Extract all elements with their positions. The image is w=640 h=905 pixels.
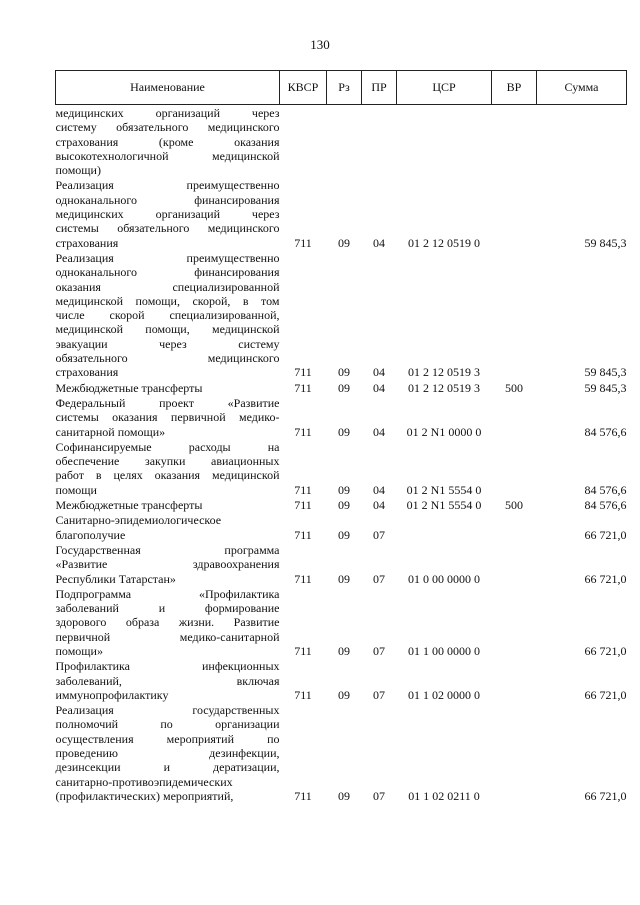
- rz-cell: 09: [338, 788, 350, 803]
- rz-cell: 09: [338, 643, 350, 658]
- csr-cell: 01 2 12 0519 3: [408, 380, 480, 395]
- name-line: Профилактика инфекционных: [55, 659, 280, 674]
- name-line: санитарной помощи»: [55, 424, 166, 439]
- name-cell: [56, 105, 280, 178]
- name-line: оказания специализированной: [55, 279, 280, 294]
- name-line: Реализация преимущественно: [55, 178, 280, 193]
- header-sum: Сумма: [537, 71, 627, 105]
- table-body: [56, 105, 627, 804]
- name-line: дезинсекции и дератизации,: [55, 760, 280, 775]
- name-line: Межбюджетные трансферты: [55, 380, 203, 395]
- sum-cell: 59 845,3: [584, 235, 627, 250]
- name-line: числе скорой специализированной,: [55, 308, 280, 323]
- csr-cell: 01 1 02 0211 0: [408, 788, 480, 803]
- kvsr-cell: 711: [294, 380, 312, 395]
- vr-cell: [492, 512, 537, 542]
- pr-cell: 07: [373, 571, 385, 586]
- name-line: заболеваний, включая: [55, 673, 280, 688]
- name-line: санитарно-противоэпидемических: [55, 774, 233, 789]
- kvsr-cell: 711: [294, 643, 312, 658]
- kvsr-cell: 711: [294, 365, 312, 380]
- vr-cell: [492, 542, 537, 586]
- name-line: обеспечение закупки авиационных: [55, 454, 280, 469]
- name-line: проведению дезинфекции,: [55, 746, 280, 761]
- vr-cell: [492, 177, 537, 249]
- name-line: эвакуации через систему: [55, 336, 280, 351]
- rz-cell: 09: [338, 687, 350, 702]
- table-row: [56, 658, 627, 702]
- name-line: Реализация государственных: [55, 703, 280, 718]
- header-rz: Рз: [327, 71, 362, 105]
- rz-cell: 09: [338, 571, 350, 586]
- table-header-row: [56, 71, 627, 105]
- name-cell: [56, 658, 280, 702]
- name-line: (профилактических) мероприятий,: [55, 788, 234, 803]
- name-line: одноканального финансирования: [55, 265, 280, 280]
- rz-cell: 09: [338, 482, 350, 497]
- name-line: Подпрограмма «Профилактика: [55, 586, 280, 601]
- page-number: 130: [310, 37, 330, 52]
- kvsr-cell: 711: [294, 498, 312, 513]
- vr-cell: [492, 395, 537, 439]
- pr-cell: 07: [373, 643, 385, 658]
- name-line: системы оказания первичной медико-: [55, 410, 280, 425]
- csr-cell: 01 0 00 0000 0: [408, 571, 480, 586]
- sum-cell: 84 576,6: [584, 482, 627, 497]
- name-line: медицинских организаций через: [55, 106, 280, 120]
- rz-cell: [327, 105, 362, 178]
- table-row: [56, 105, 627, 178]
- sum-cell: 84 576,6: [584, 424, 627, 439]
- csr-cell: 01 1 00 0000 0: [408, 643, 480, 658]
- rz-cell: 09: [338, 380, 350, 395]
- pr-cell: 04: [373, 498, 385, 513]
- vr-cell: [492, 439, 537, 497]
- name-line: страхования (кроме оказания: [55, 134, 280, 149]
- name-cell: [56, 250, 280, 380]
- rz-cell: 09: [338, 527, 350, 542]
- name-line: первичной медико-санитарной: [55, 629, 280, 644]
- table-row: [56, 497, 627, 512]
- vr-cell: 500: [505, 498, 523, 513]
- sum-cell: 59 845,3: [584, 365, 627, 380]
- table-row: [56, 512, 627, 542]
- header-kvsr: КВСР: [280, 71, 327, 105]
- vr-cell: [492, 250, 537, 380]
- sum-cell: [537, 105, 627, 178]
- name-line: Санитарно-эпидемиологическое: [55, 513, 222, 528]
- name-line: Межбюджетные трансферты: [55, 498, 203, 513]
- kvsr-cell: 711: [294, 571, 312, 586]
- sum-cell: 66 721,0: [584, 571, 627, 586]
- pr-cell: 07: [373, 687, 385, 702]
- csr-cell: 01 2 N1 0000 0: [406, 424, 482, 439]
- sum-cell: 66 721,0: [584, 687, 627, 702]
- table-row: [56, 586, 627, 658]
- pr-cell: 07: [373, 788, 385, 803]
- sum-cell: 84 576,6: [584, 498, 627, 513]
- kvsr-cell: 711: [294, 687, 312, 702]
- csr-cell: 01 2 N1 5554 0: [406, 482, 482, 497]
- header-pr: ПР: [362, 71, 397, 105]
- name-cell: [56, 702, 280, 803]
- kvsr-cell: 711: [294, 482, 312, 497]
- rz-cell: 09: [338, 235, 350, 250]
- name-line: помощи»: [55, 643, 103, 658]
- sum-cell: 66 721,0: [584, 788, 627, 803]
- table-row: [56, 542, 627, 586]
- budget-table: [55, 70, 627, 803]
- name-line: «Развитие здравоохранения: [55, 557, 280, 572]
- pr-cell: [362, 105, 397, 178]
- sum-cell: 59 845,3: [584, 380, 627, 395]
- table-row: [56, 395, 627, 439]
- rz-cell: 09: [338, 498, 350, 513]
- name-line: одноканального финансирования: [55, 192, 280, 207]
- kvsr-cell: 711: [294, 788, 312, 803]
- name-line: здорового образа жизни. Развитие: [55, 615, 280, 630]
- vr-cell: [492, 105, 537, 178]
- kvsr-cell: 711: [294, 527, 312, 542]
- name-cell: [56, 586, 280, 658]
- table-row: [56, 177, 627, 249]
- name-line: Реализация преимущественно: [55, 250, 280, 265]
- pr-cell: 04: [373, 380, 385, 395]
- name-cell: [56, 542, 280, 586]
- pr-cell: 04: [373, 424, 385, 439]
- csr-cell: 01 2 12 0519 3: [408, 365, 480, 380]
- csr-cell: 01 1 02 0000 0: [408, 687, 480, 702]
- kvsr-cell: 711: [294, 235, 312, 250]
- name-line: осуществления мероприятий по: [55, 731, 280, 746]
- pr-cell: 04: [373, 235, 385, 250]
- name-line: медицинской помощи, скорой, в том: [55, 293, 280, 308]
- name-line: страхования: [55, 365, 119, 380]
- name-line: работ в целях оказания медицинской: [55, 468, 280, 483]
- name-line: Федеральный проект «Развитие: [55, 395, 280, 410]
- csr-cell: 01 2 12 0519 0: [408, 235, 480, 250]
- table-row: [56, 380, 627, 395]
- pr-cell: 04: [373, 482, 385, 497]
- name-line: Государственная программа: [55, 542, 280, 557]
- name-cell: [56, 439, 280, 497]
- table-row: [56, 702, 627, 803]
- name-line: медицинских организаций через: [55, 207, 280, 222]
- kvsr-cell: [280, 105, 327, 178]
- name-line: системы обязательного медицинского: [55, 221, 280, 236]
- sum-cell: 66 721,0: [584, 527, 627, 542]
- kvsr-cell: 711: [294, 424, 312, 439]
- name-cell: [56, 177, 280, 249]
- name-line: высокотехнологичной медицинской: [55, 148, 280, 163]
- pr-cell: 04: [373, 365, 385, 380]
- name-cell: [56, 395, 280, 439]
- vr-cell: [492, 702, 537, 803]
- rz-cell: 09: [338, 424, 350, 439]
- table-row: [56, 439, 627, 497]
- table-row: [56, 250, 627, 380]
- name-line: страхования: [55, 235, 119, 250]
- header-vr: ВР: [492, 71, 537, 105]
- vr-cell: [492, 586, 537, 658]
- name-cell: [56, 497, 280, 512]
- name-cell: [56, 512, 280, 542]
- csr-cell: 01 2 N1 5554 0: [406, 498, 482, 513]
- name-line: благополучие: [55, 527, 126, 542]
- name-line: заболеваний и формирование: [55, 601, 280, 616]
- name-line: обязательного медицинского: [55, 351, 280, 366]
- header-name: Наименование: [56, 71, 280, 105]
- name-line: помощи: [55, 482, 97, 497]
- sum-cell: 66 721,0: [584, 643, 627, 658]
- rz-cell: 09: [338, 365, 350, 380]
- csr-cell: [397, 105, 492, 178]
- name-line: Софинансируемые расходы на: [55, 439, 280, 454]
- header-csr: ЦСР: [397, 71, 492, 105]
- pr-cell: 07: [373, 527, 385, 542]
- name-line: медицинской помощи, медицинской: [55, 322, 280, 337]
- name-cell: [56, 380, 280, 395]
- vr-cell: 500: [505, 380, 523, 395]
- name-line: помощи): [55, 163, 101, 178]
- csr-cell: [397, 512, 492, 542]
- vr-cell: [492, 658, 537, 702]
- name-line: иммунопрофилактику: [55, 687, 169, 702]
- name-line: систему обязательного медицинского: [55, 120, 280, 135]
- name-line: Республики Татарстан»: [55, 571, 176, 586]
- name-line: полномочий по организации: [55, 717, 280, 732]
